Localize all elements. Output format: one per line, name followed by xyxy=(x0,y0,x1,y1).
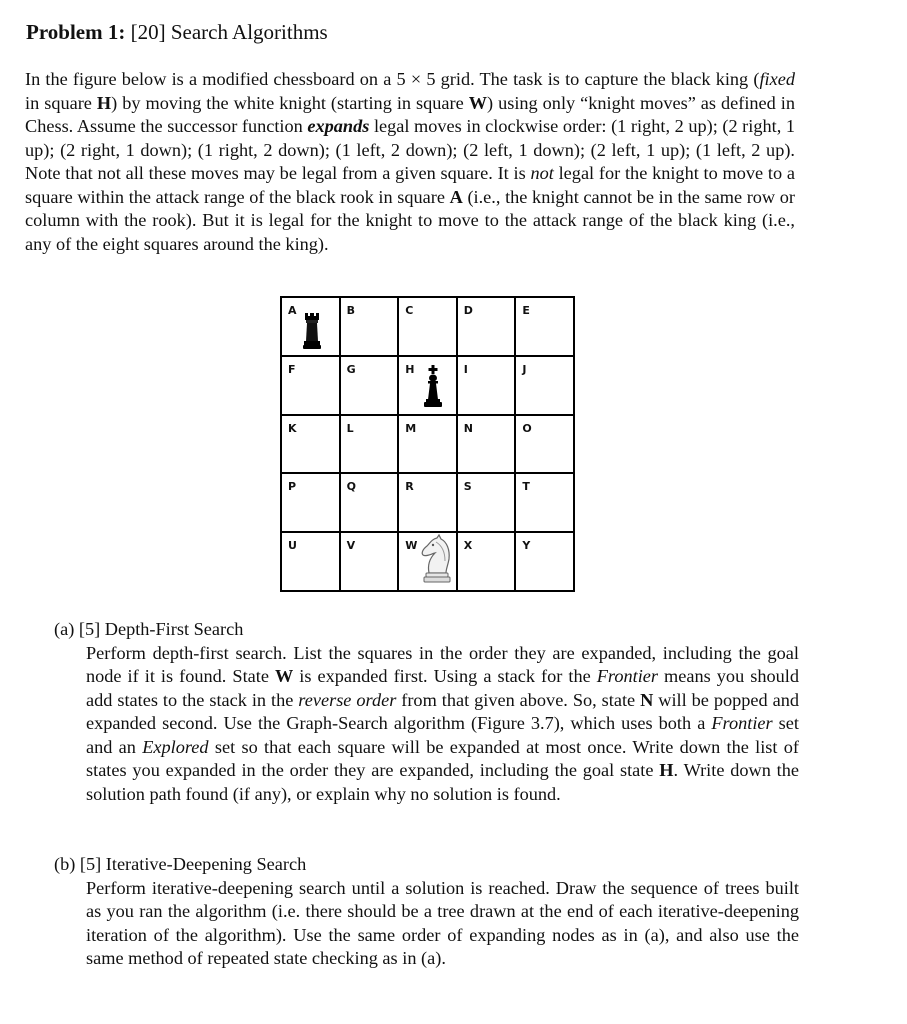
square-u xyxy=(281,532,340,591)
square-k xyxy=(281,415,340,474)
square-label: X xyxy=(463,539,473,553)
square-label: Y xyxy=(522,539,531,553)
part-a-state-n: N xyxy=(640,689,654,710)
part-a-state-h: H xyxy=(659,760,674,780)
square-label: Q xyxy=(346,480,356,494)
intro-emph-not: not xyxy=(530,163,554,183)
part-a-text: is expanded first. Using a stack for the xyxy=(293,666,597,686)
square-o xyxy=(515,415,574,474)
problem-label: Problem 1: xyxy=(26,20,126,44)
square-g xyxy=(340,356,399,415)
square-x xyxy=(457,532,516,591)
part-a-text: will be popped and expanded second. Use the Graph-Search algorithm (Figure 3.7), which uses both a xyxy=(86,689,799,733)
square-p xyxy=(281,473,340,532)
square-q xyxy=(340,473,399,532)
intro-text: ) by moving the white knight (starting in square xyxy=(111,92,469,113)
square-d xyxy=(457,297,516,356)
square-label: R xyxy=(405,480,414,494)
part-b-body: Perform iterative-deepening search until a solution is reached. Draw the sequence of trees built as you ran the algorithm (i.e. there should be a tree drawn at the end of each iterative-deepening iteration of the algorithm). Use the same order of expanding nodes as in (a), and also use the same method of repeated state checking as in (a). xyxy=(86,877,799,968)
part-a-text: set so that each square will be expanded at most once. Write down the list of states you expanded in the order they are expanded, including the goal state xyxy=(86,736,800,780)
intro-text: In the figure below is a modified chessboard on a 5 × 5 grid. The task is to capture the black king ( xyxy=(25,69,760,89)
square-label: I xyxy=(463,362,468,376)
part-b xyxy=(54,853,799,971)
part-a-text: means you should add states to the stack in the xyxy=(86,666,799,710)
square-label: J xyxy=(522,362,527,376)
square-label: E xyxy=(522,304,530,317)
part-a-state-w: W xyxy=(274,666,294,686)
intro-square-a: A xyxy=(449,186,463,207)
square-label: B xyxy=(346,304,355,317)
intro-square-h: H xyxy=(96,92,112,113)
square-f xyxy=(281,356,340,415)
white-knight-icon xyxy=(419,533,453,583)
square-label: H xyxy=(405,362,415,376)
part-a-heading: (a) [5] Depth-First Search xyxy=(54,619,244,639)
chessboard xyxy=(280,296,575,592)
square-n xyxy=(457,415,516,474)
square-label: V xyxy=(346,539,356,553)
intro-text: (i.e., the knight cannot be in the same row or column with the rook). But it is legal for the knight to move to the attack range of the black king (i.e., any of the eight squares around the king). xyxy=(25,186,795,254)
part-a-text: Perform depth-first search. List the squares in the order they are expanded, including the goal node if it is found. State xyxy=(86,642,799,686)
square-t xyxy=(515,473,574,532)
square-label: G xyxy=(346,362,356,376)
square-label: A xyxy=(288,304,297,317)
part-a-text: set and an xyxy=(86,713,799,757)
square-label: P xyxy=(288,480,297,494)
intro-emph-expands: expands xyxy=(307,116,370,136)
intro-paragraph xyxy=(25,68,795,256)
square-r xyxy=(398,473,457,532)
part-b-heading: (b) [5] Iterative-Deepening Search xyxy=(54,854,307,874)
square-l xyxy=(340,415,399,474)
part-a xyxy=(54,618,799,806)
square-label: O xyxy=(522,421,532,435)
square-c xyxy=(398,297,457,356)
square-label: K xyxy=(288,421,297,435)
intro-emph-fixed: fixed xyxy=(759,69,795,89)
intro-text: legal for the knight to move to a square within the attack range of the black rook in square xyxy=(25,163,796,207)
square-v xyxy=(340,532,399,591)
part-a-emph-frontier: Frontier xyxy=(596,666,659,686)
square-label: D xyxy=(463,304,473,317)
square-j xyxy=(515,356,574,415)
square-label: S xyxy=(463,480,472,494)
intro-text: in square xyxy=(25,92,97,113)
black-rook-icon xyxy=(301,311,323,351)
square-m xyxy=(398,415,457,474)
part-a-text: from that given above. So, state xyxy=(396,689,641,710)
square-label: T xyxy=(522,480,530,494)
square-label: C xyxy=(405,304,414,317)
square-y xyxy=(515,532,574,591)
problem-title xyxy=(26,18,328,46)
part-a-emph-explored: Explored xyxy=(142,736,209,757)
part-a-emph-frontier: Frontier xyxy=(711,713,773,733)
part-a-body xyxy=(86,642,799,807)
part-a-text: . Write down the solution path found (if any), or explain why no solution is found. xyxy=(86,760,799,804)
problem-description xyxy=(25,68,795,256)
part-a-emph-reverse: reverse order xyxy=(298,689,397,710)
square-i xyxy=(457,356,516,415)
square-label: W xyxy=(405,539,418,553)
square-label: U xyxy=(288,539,297,553)
square-label: N xyxy=(463,421,474,435)
problem-title-rest: [20] Search Algorithms xyxy=(125,20,328,44)
square-s xyxy=(457,473,516,532)
black-king-icon xyxy=(421,365,445,411)
square-e xyxy=(515,297,574,356)
square-label: F xyxy=(288,362,296,376)
intro-text: ) using only “knight moves” as defined in Chess. Assume the successor function xyxy=(25,92,796,136)
square-b xyxy=(340,297,399,356)
square-label: L xyxy=(346,421,354,435)
intro-text: legal moves in clockwise order: (1 right, 2 up); (2 right, 1 up); (2 right, 1 down); (1 right, 2 down); (1 left, 2 down); (2 left, 1 down); (2 left, 1 up); (1 left, 2 up). Note that not all these moves may be legal from a given square. It is xyxy=(25,116,795,183)
square-label: M xyxy=(405,421,417,435)
intro-square-w: W xyxy=(468,92,487,113)
